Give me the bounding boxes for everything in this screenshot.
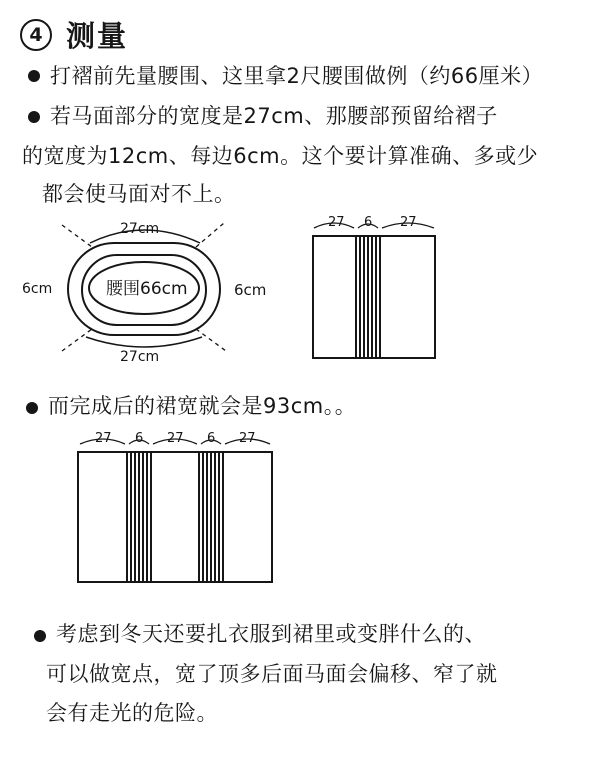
bullet-1-line-1: 打褶前先量腰围、这里拿2尺腰围做例（约66厘米） xyxy=(50,64,544,88)
bullet-3-line-1: 而完成后的裙宽就会是93cm。。 xyxy=(48,394,357,418)
section-number: 4 xyxy=(20,19,52,51)
bullet-4-line-1: 考虑到冬天还要扎衣服到裙里或变胖什么的、 xyxy=(56,622,486,646)
skirt-label-1: 27 xyxy=(95,431,112,446)
bullet-dot xyxy=(28,111,40,123)
bullet-4-line-3: 会有走光的危险。 xyxy=(46,701,218,725)
waist-left-label: 6cm xyxy=(22,281,53,297)
waist-top-label: 27cm xyxy=(120,221,160,237)
skirt-label-3: 27 xyxy=(167,431,184,446)
skirt-label-2: 6 xyxy=(135,431,144,446)
skirt-diagram xyxy=(75,428,275,586)
bullet-2-line-3: 都会使马面对不上。 xyxy=(42,182,236,206)
section-heading xyxy=(20,14,128,55)
bullet-4-line-2: 可以做宽点，宽了顶多后面马面会偏移、窄了就 xyxy=(46,662,498,686)
waist-right-label: 6cm xyxy=(234,281,267,299)
skirt-label-5: 27 xyxy=(239,431,256,446)
waist-center-label: 腰围66cm xyxy=(106,279,188,299)
skirt-label-4: 6 xyxy=(207,431,216,446)
bullet-2-line-1: 若马面部分的宽度是27cm、那腰部预留给褶子 xyxy=(50,104,498,128)
waist-diagram xyxy=(20,205,267,375)
panel-label-left: 27 xyxy=(328,215,345,230)
section-title: 测量 xyxy=(66,19,129,53)
waist-bottom-label: 27cm xyxy=(120,349,160,365)
panel-outline xyxy=(313,236,435,358)
panel-diagram xyxy=(310,212,440,362)
bullet-dot xyxy=(34,630,46,642)
bullet-dot xyxy=(26,402,38,414)
bullet-2-line-2: 的宽度为12cm、每边6cm。这个要计算准确、多或少 xyxy=(22,144,539,168)
panel-label-right: 27 xyxy=(400,215,417,230)
skirt-outline xyxy=(78,452,272,582)
bullet-dot xyxy=(28,70,40,82)
panel-label-mid: 6 xyxy=(364,215,373,230)
